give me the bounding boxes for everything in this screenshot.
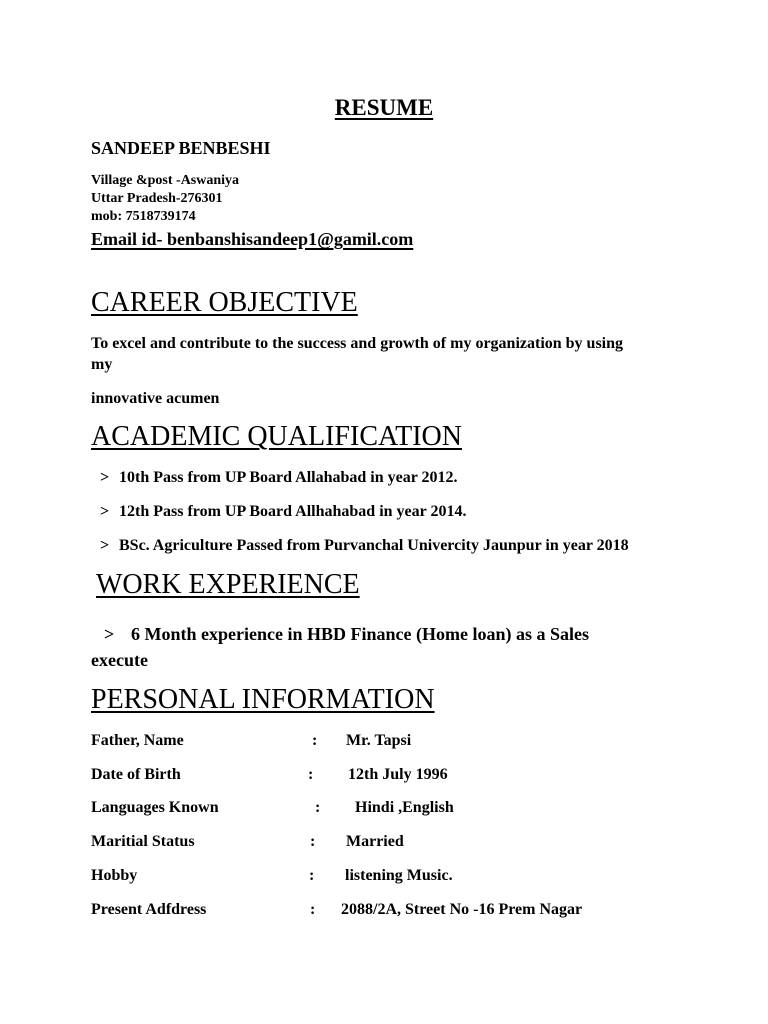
info-separator: : (309, 867, 315, 884)
academic-bullet: > (100, 469, 110, 486)
info-separator: : (310, 833, 316, 850)
candidate-name: SANDEEP BENBESHI (91, 138, 271, 158)
academic-bullet: > (100, 537, 110, 554)
info-value: Married (346, 833, 404, 850)
info-value: Hindi ,English (355, 799, 454, 816)
academic-heading: ACADEMIC QUALIFICATION (91, 421, 462, 452)
career-objective-heading: CAREER OBJECTIVE (91, 287, 358, 318)
work-bullet: > (104, 624, 115, 644)
career-objective-text: innovative acumen (91, 390, 220, 407)
work-experience-text: 6 Month experience in HBD Finance (Home loan) as a Sales (131, 624, 589, 644)
work-experience-text: execute (91, 650, 148, 670)
info-separator: : (315, 799, 321, 816)
academic-item: 12th Pass from UP Board Allhahabad in year 2014. (119, 503, 467, 520)
career-objective-text: To excel and contribute to the success and growth of my organization by using (91, 335, 624, 352)
info-value: 2088/2A, Street No -16 Prem Nagar (341, 901, 583, 918)
email-line: Email id- benbanshisandeep1@gamil.com (91, 229, 414, 249)
personal-information-heading: PERSONAL INFORMATION (91, 684, 435, 715)
info-separator: : (312, 732, 318, 749)
phone-line: mob: 7518739174 (91, 209, 196, 224)
info-label: Languages Known (91, 799, 219, 816)
info-value: listening Music. (345, 867, 453, 884)
info-label: Hobby (91, 867, 138, 884)
document-title: RESUME (334, 95, 434, 120)
info-separator: : (308, 766, 314, 783)
info-label: Date of Birth (91, 766, 181, 783)
address-line: Village &post -Aswaniya (91, 173, 240, 188)
academic-item: BSc. Agriculture Passed from Purvanchal Univercity Jaunpur in year 2018 (119, 537, 629, 554)
address-line: Uttar Pradesh-276301 (91, 191, 223, 206)
info-label: Father, Name (91, 732, 184, 749)
info-label: Maritial Status (91, 833, 195, 850)
info-separator: : (310, 901, 316, 918)
work-experience-heading: WORK EXPERIENCE (96, 569, 360, 600)
info-value: Mr. Tapsi (346, 732, 412, 749)
info-label: Present Adfdress (91, 901, 207, 918)
academic-bullet: > (100, 503, 110, 520)
info-value: 12th July 1996 (348, 766, 448, 783)
career-objective-text: my (91, 356, 113, 373)
academic-item: 10th Pass from UP Board Allahabad in year 2012. (119, 469, 458, 486)
